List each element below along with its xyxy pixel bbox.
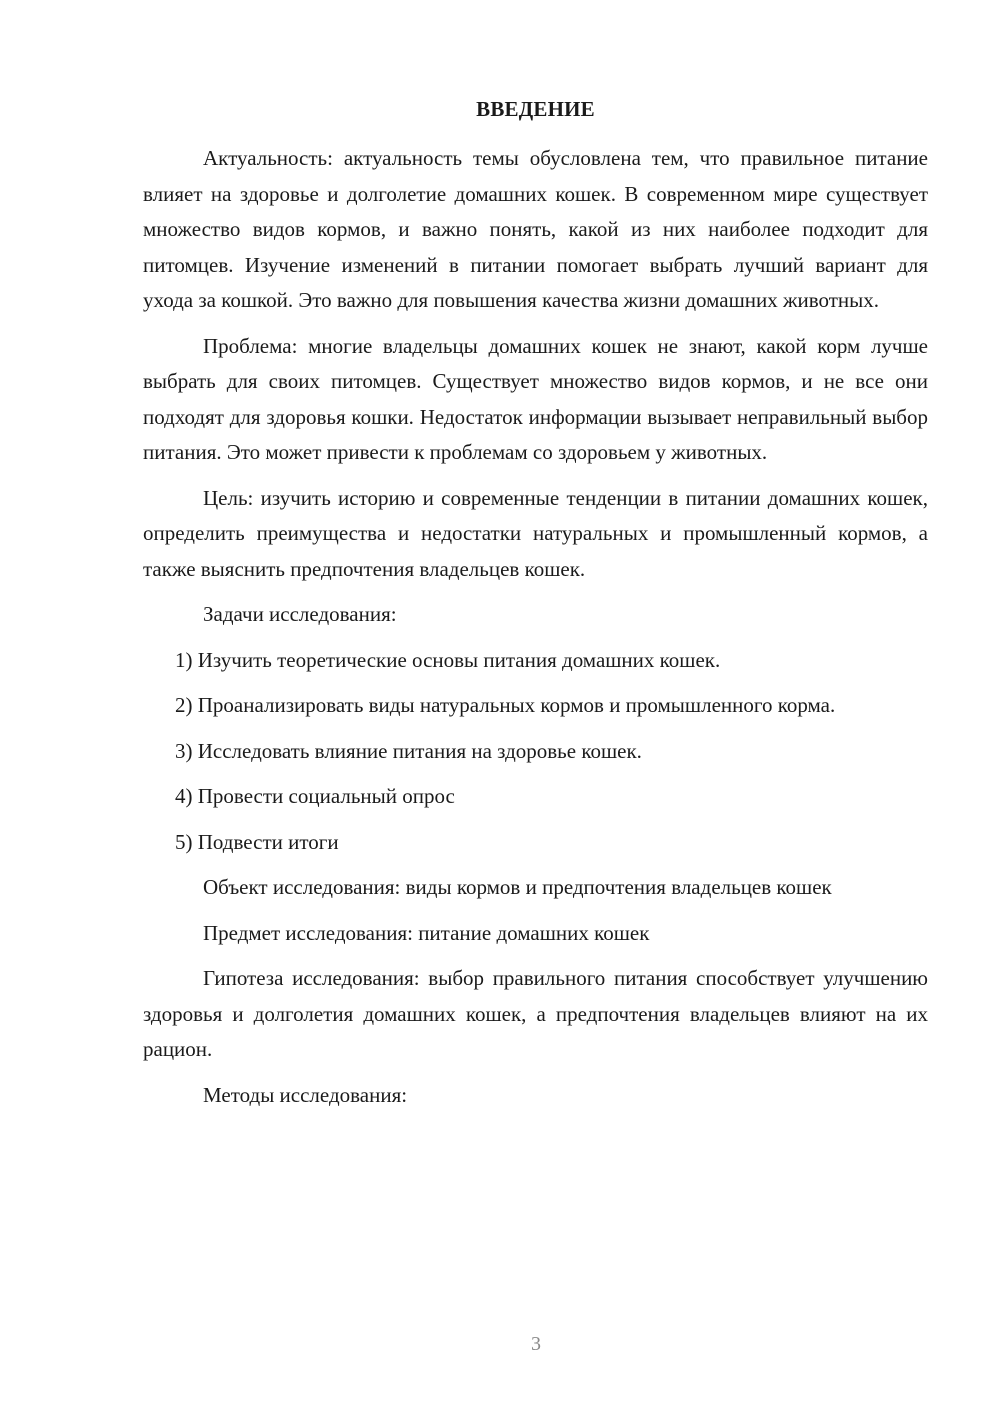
page-number: 3 xyxy=(531,1333,541,1355)
paragraph-relevance: Актуальность: актуальность темы обусловлена тем, что правильное питание влияет на здоровье и долголетие домашних кошек. В современном мире существует множество видов кормов, и важно понять, какой из них наиболее подходит для питомцев. Изучение изменений в питании помогает выбрать лучший вариант для ухода за кошкой. Это важно для повышения качества жизни домашних животных. xyxy=(143,146,928,312)
task-item-3: 3) Исследовать влияние питания на здоровье кошек. xyxy=(175,738,642,763)
paragraph-object: Объект исследования: виды кормов и предпочтения владельцев кошек xyxy=(203,875,832,899)
paragraph-hypothesis: Гипотеза исследования: выбор правильного питания способствует улучшению здоровья и долголетия домашних кошек, а предпочтения владельцев влияют на их рацион. xyxy=(143,966,928,1061)
paragraph-tasks-heading: Задачи исследования: xyxy=(203,602,397,626)
paragraph-subject: Предмет исследования: питание домашних кошек xyxy=(203,920,650,945)
section-title: ВВЕДЕНИЕ xyxy=(476,97,595,121)
paragraph-methods: Методы исследования: xyxy=(203,1082,408,1107)
task-item-1: 1) Изучить теоретические основы питания домашних кошек. xyxy=(175,647,721,672)
paragraph-goal: Цель: изучить историю и современные тенденции в питании домашних кошек, определить преимущества и недостатки натуральных и промышленный кормов, а также выяснить предпочтения владельцев кошек. xyxy=(143,485,928,581)
task-item-4: 4) Провести социальный опрос xyxy=(175,784,455,808)
task-item-5: 5) Подвести итоги xyxy=(175,829,339,854)
paragraph-problem: Проблема: многие владельцы домашних кошек не знают, какой корм лучше выбрать для своих питомцев. Существует множество видов кормов, и не все они подходят для здоровья кошки. Недостаток информации вызывает неправильный выбор питания. Это может привести к проблемам со здоровьем у животных. xyxy=(143,333,928,464)
document-page xyxy=(143,92,928,1123)
task-item-2: 2) Проанализировать виды натуральных кормов и промышленного корма. xyxy=(175,693,836,717)
